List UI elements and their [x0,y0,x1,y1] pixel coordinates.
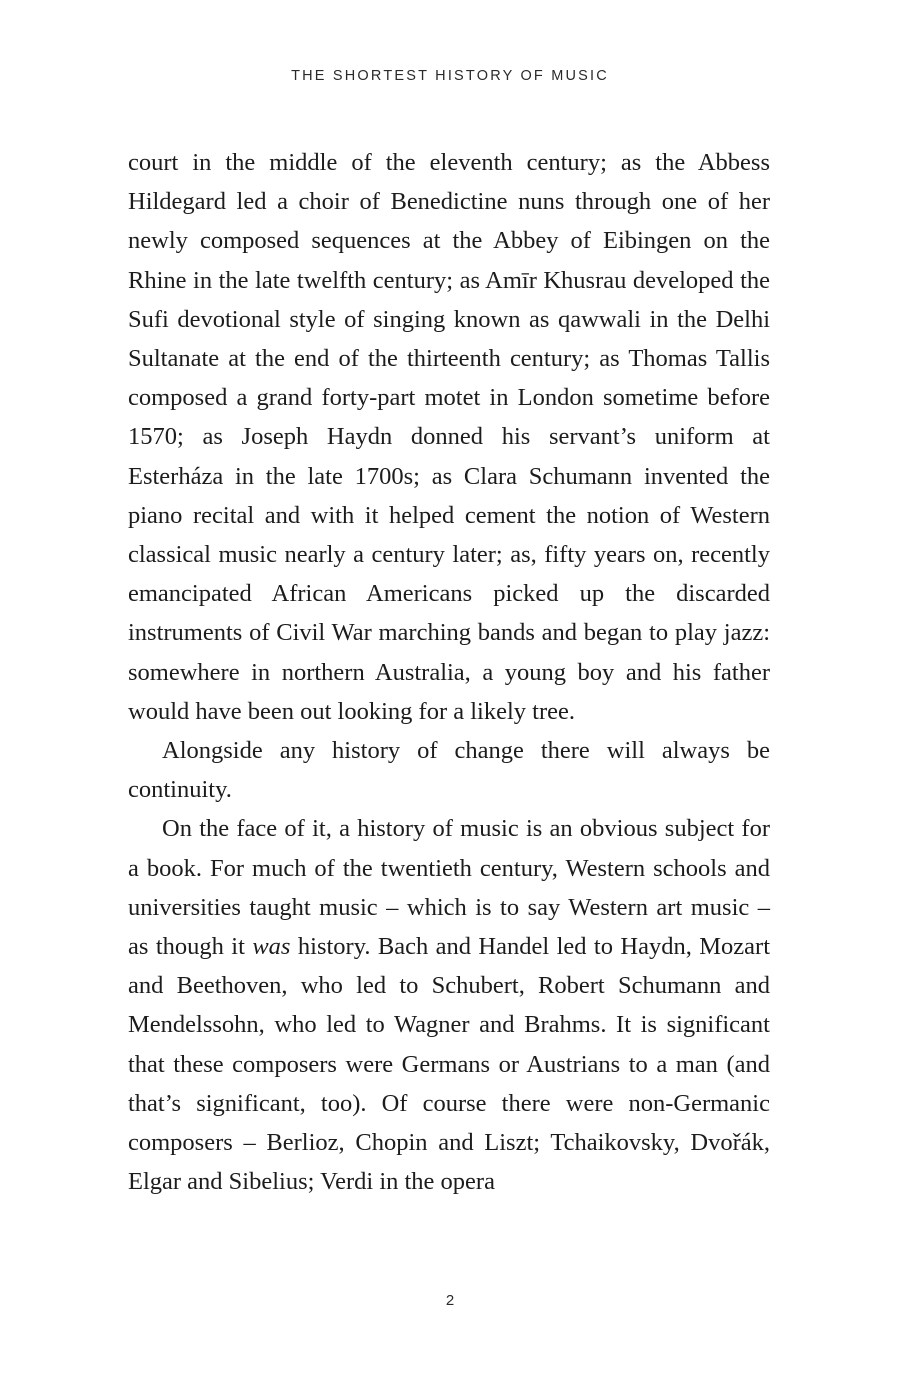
paragraph-3-text-after: history. Bach and Handel led to Haydn, Mozart and Beethoven, who led to Schubert, Robert Schumann and Mendelssohn, who led to Wagner and Brahms. It is significant that these composers were Germans or Austrians to a man (and that’s significant, too). Of course there were non-Germanic composers – Berlioz, Chopin and Liszt; Tchaikovsky, Dvořák, Elgar and Sibelius; Verdi in the opera [128,933,770,1196]
paragraph-1: court in the middle of the eleventh century; as the Abbess Hildegard led a choir of Benedictine nuns through one of her newly composed sequences at the Abbey of Eibingen on the Rhine in the late twelfth century; as Amīr Khusrau developed the Sufi devotional style of singing known as qawwali in the Delhi Sultanate at the end of the thirteenth century; as Thomas Tallis composed a grand forty-part motet in London sometime before 1570; as Joseph Haydn donned his servant’s uniform at Esterháza in the late 1700s; as Clara Schumann invented the piano recital and with it helped cement the notion of Western classical music nearly a century later; as, fifty years on, recently emancipated African Americans picked up the discarded instruments of Civil War marching bands and began to play jazz: somewhere in northern Australia, a young boy and his father would have been out looking for a likely tree. [128,149,770,725]
paragraph-2: Alongside any history of change there will always be continuity. [128,737,770,804]
page-number: 2 [445,1292,455,1309]
paragraph-3 [128,809,770,1201]
paragraph-3-emphasis: was [252,933,291,961]
paragraph-3-text-before: On the face of it, a history of music is an obvious subject for a book. For much of the twentieth century, Western schools and universities taught music – which is to say Western art music – as though it [128,815,770,961]
body-text [128,143,770,1201]
running-head: THE SHORTEST HISTORY OF MUSIC [291,68,609,84]
